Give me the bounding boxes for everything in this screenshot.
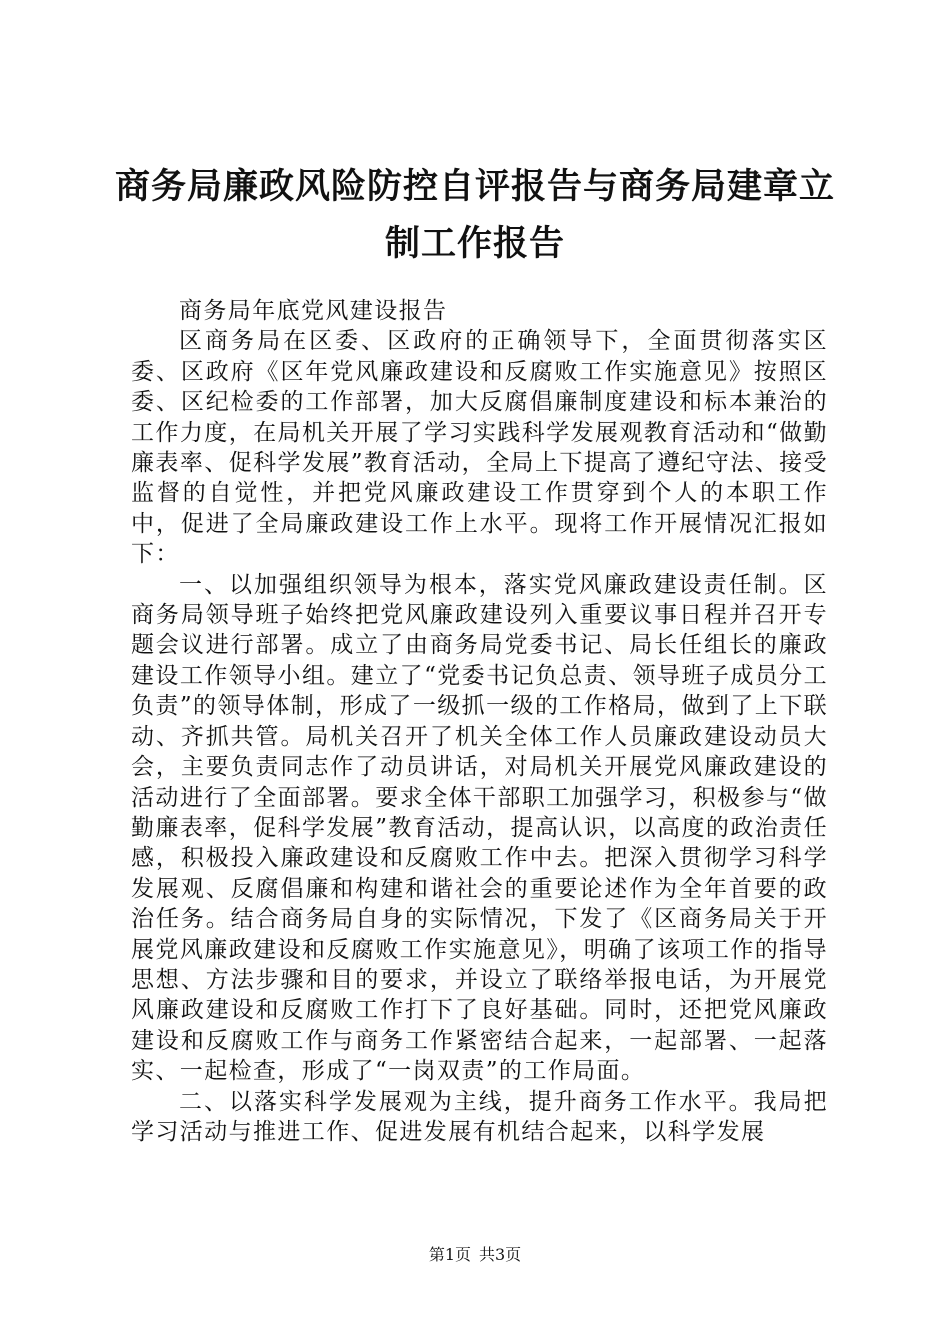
page-number: 第1页 (428, 1245, 471, 1264)
page-total: 共3页 (479, 1245, 522, 1264)
document-title: 商务局廉政风险防控自评报告与商务局建章立制工作报告 (114, 166, 835, 264)
page-footer (0, 1245, 950, 1265)
paragraph-subtitle: 商务局年底党风建设报告 (179, 298, 448, 324)
paragraph-section-two: 二、以落实科学发展观为主线，提升商务工作水平。我局把学习活动与推进工作、促进发展有机结合起来，以科学发展 (131, 1088, 828, 1145)
document-body (131, 296, 828, 1147)
paragraph-intro: 区商务局在区委、区政府的正确领导下，全面贯彻落实区委、区政府《区年党风廉政建设和反腐败工作实施意见》按照区委、区纪检委的工作部署，加大反腐倡廉制度建设和标本兼治的工作力度，在局机关开展了学习实践科学发展观教育活动和“做勤廉表率、促科学发展”教育活动，全局上下提高了遵纪守法、接受监督的自觉性，并把党风廉政建设工作贯穿到个人的本职工作中，促进了全局廉政建设工作上水平。现将工作开展情况汇报如下： (131, 328, 828, 568)
paragraph-section-one: 一、以加强组织领导为根本，落实党风廉政建设责任制。区商务局领导班子始终把党风廉政建设列入重要议事日程并召开专题会议进行部署。成立了由商务局党委书记、局长任组长的廉政建设工作领导小组。建立了“党委书记负总责、领导班子成员分工负责”的领导体制，形成了一级抓一级的工作格局，做到了上下联动、齐抓共管。局机关召开了机关全体工作人员廉政建设动员大会，主要负责同志作了动员讲话，对局机关开展党风廉政建设的活动进行了全面部署。要求全体干部职工加强学习，积极参与“做勤廉表率，促科学发展”教育活动，提高认识，以高度的政治责任感，积极投入廉政建设和反腐败工作中去。把深入贯彻学习科学发展观、反腐倡廉和构建和谐社会的重要论述作为全年首要的政治任务。结合商务局自身的实际情况，下发了《区商务局关于开展党风廉政建设和反腐败工作实施意见》，明确了该项工作的指导思想、方法步骤和目的要求，并设立了联络举报电话，为开展党风廉政建设和反腐败工作打下了良好基础。同时，还把党风廉政建设和反腐败工作与商务工作紧密结合起来，一起部署、一起落实、一起检查，形成了“一岗双责”的工作局面。 (131, 571, 828, 1085)
